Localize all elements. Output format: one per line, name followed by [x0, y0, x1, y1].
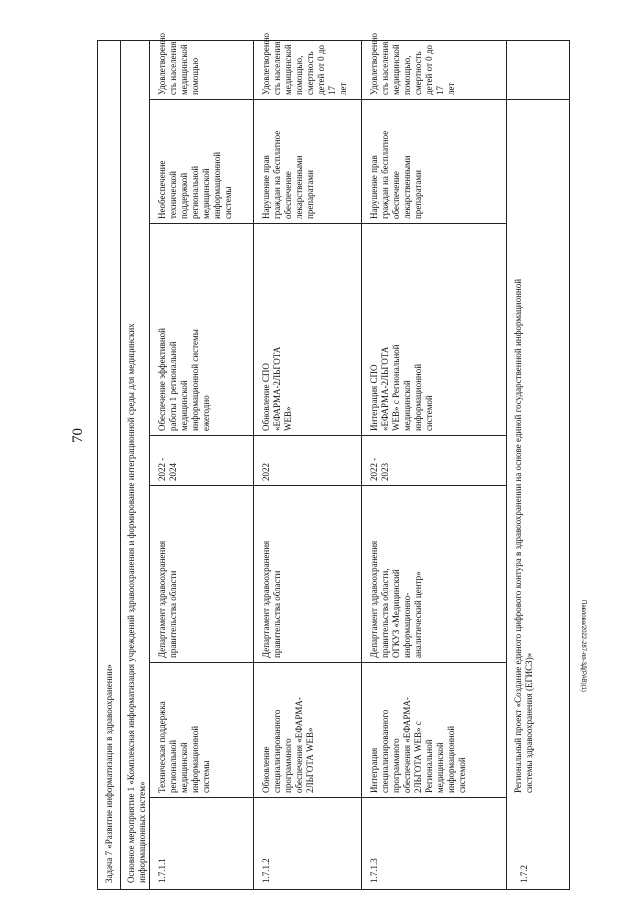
text-line: работы 1 региональной: [168, 341, 178, 431]
row-number: 1.7.1.3: [369, 858, 379, 883]
text-line: региональной: [168, 739, 178, 793]
text-line: 2022: [261, 463, 271, 481]
text-line: информационной: [190, 725, 200, 793]
text-line: Обновление: [261, 746, 271, 793]
text-line: медицинской: [179, 380, 189, 431]
row-executor: [261, 488, 283, 658]
row-period: [261, 437, 272, 481]
text-line: системой: [457, 757, 467, 793]
row-risk: [261, 101, 316, 219]
text-line: Нарушение прав: [369, 155, 379, 219]
text-line: 2023: [380, 463, 390, 481]
text-line: обеспечение: [283, 171, 293, 219]
text-line: медицинской: [201, 168, 211, 219]
row-name: [369, 665, 468, 793]
text-line: медицинской: [179, 44, 189, 95]
text-line: Удовлетворенно: [369, 32, 379, 95]
text-line: специализированного: [272, 709, 282, 793]
text-line: Удовлетворенно: [261, 32, 271, 95]
text-line: Нарушение прав: [261, 155, 271, 219]
text-line: информационной: [212, 151, 222, 219]
text-line: медицинской: [179, 742, 189, 793]
project-number: 1.7.2: [519, 865, 529, 883]
text-line: информационной системы: [190, 329, 200, 431]
text-line: лекарственными: [402, 155, 412, 219]
text-line: смертность: [305, 51, 315, 95]
row-executor: [157, 488, 179, 658]
text-line: смертность: [413, 51, 423, 95]
text-line: помощью: [190, 57, 200, 95]
row-indicator: [157, 32, 201, 95]
text-line: WEB» с Региональной: [391, 344, 401, 431]
row-result: [157, 226, 212, 431]
text-line: правительства области,: [380, 568, 390, 658]
text-line: детей от 0 до 17: [424, 45, 445, 95]
text-line: помощью,: [294, 55, 304, 95]
row-indicator: [261, 32, 349, 95]
row-number: 1.7.1.1: [157, 858, 167, 883]
text-line: ОГКУЗ «Медицинский: [391, 569, 401, 658]
text-line: информационной: [413, 363, 423, 431]
event-header-line: информационных систем»: [137, 781, 147, 883]
text-line: региональной: [190, 165, 200, 219]
text-line: системы здравоохранения (ЕГИСЗ)»: [524, 652, 534, 793]
text-line: «ЕФАРМА-2ЛЬГОТА: [272, 346, 282, 431]
text-line: 2ЛЬГОТА WEB» с: [413, 721, 423, 793]
text-line: помощью,: [402, 55, 412, 95]
row-indicator: [369, 32, 457, 95]
text-line: граждан на бесплатное: [272, 130, 282, 219]
text-line: системы: [223, 186, 233, 219]
row-name: [261, 665, 316, 793]
text-line: граждан на бесплатное: [380, 130, 390, 219]
text-line: сть населения: [168, 41, 178, 95]
text-line: поддержкой: [179, 172, 189, 219]
footer-code: Павлова/2022-287-пп-3Д(РАВ)(1): [580, 600, 586, 692]
text-line: Департамент здравоохранения: [261, 540, 271, 658]
text-line: обеспечения «ЕФАРМА-: [294, 697, 304, 793]
text-line: информационной: [446, 725, 456, 793]
text-line: Региональной: [424, 739, 434, 793]
text-line: Обновление СПО: [261, 363, 271, 431]
row-name: [157, 665, 212, 793]
text-line: правительства области: [168, 570, 178, 658]
text-line: Удовлетворенно: [157, 32, 167, 95]
text-line: информационно-: [402, 592, 412, 658]
text-line: «ЕФАРМА-2ЛЬГОТА: [380, 346, 390, 431]
text-line: обеспечения «ЕФАРМА-: [402, 697, 412, 793]
text-line: сть населения: [272, 41, 282, 95]
text-line: 2024: [168, 463, 178, 481]
row-result: [261, 226, 294, 431]
row-risk: [369, 101, 424, 219]
text-line: 2ЛЬГОТА WEB»: [305, 727, 315, 793]
text-line: Техническая поддержка: [157, 701, 167, 793]
row-risk: [157, 101, 234, 219]
text-line: Интеграция СПО: [369, 364, 379, 431]
text-line: Интеграция: [369, 747, 379, 793]
text-line: препаратами: [413, 170, 423, 219]
text-line: лет: [446, 82, 456, 95]
text-line: 2022 -: [369, 457, 379, 481]
text-line: правительства области: [272, 570, 282, 658]
text-line: препаратами: [305, 170, 315, 219]
task-header: Задача 7 «Развитие информатизации в здравоохранении»: [104, 664, 114, 883]
text-line: медицинской: [402, 380, 412, 431]
text-line: Департамент здравоохранения: [369, 540, 379, 658]
text-line: программного: [391, 738, 401, 793]
row-period: [369, 437, 391, 481]
text-line: специализированного: [380, 709, 390, 793]
text-line: Необеспечение: [157, 160, 167, 219]
event-header-line: Основное мероприятие 1 «Комплексная информатизация учреждений здравоохранения и формирование интеграционной среды для медицинских: [126, 323, 136, 883]
row-executor: [369, 488, 424, 658]
row-number: 1.7.1.2: [261, 858, 271, 883]
text-line: обеспечение: [391, 171, 401, 219]
text-line: медицинской: [283, 44, 293, 95]
page-number: 70: [70, 428, 86, 443]
text-line: лет: [338, 82, 348, 95]
text-line: системой: [424, 395, 434, 431]
text-line: медицинской: [391, 44, 401, 95]
project-text: [513, 53, 535, 793]
text-line: технической: [168, 171, 178, 219]
row-period: [157, 437, 179, 481]
text-line: 2022 -: [157, 457, 167, 481]
program-table: [97, 32, 570, 890]
text-line: WEB»: [283, 406, 293, 431]
text-line: сть населения: [380, 41, 390, 95]
row-result: [369, 226, 435, 431]
text-line: Обеспечение эффективной: [157, 328, 167, 431]
text-line: лекарственными: [294, 155, 304, 219]
text-line: аналитический центр»: [413, 571, 423, 658]
text-line: программного: [283, 738, 293, 793]
text-line: Департамент здравоохранения: [157, 540, 167, 658]
text-line: системы: [201, 760, 211, 793]
text-line: Региональный проект «Создание единого цифрового контура в здравоохранении на основе единой государственной информационной: [513, 278, 523, 793]
text-line: детей от 0 до 17: [316, 45, 337, 95]
text-line: медицинской: [435, 742, 445, 793]
event-header: [126, 53, 148, 883]
text-line: ежегодно: [201, 395, 211, 431]
